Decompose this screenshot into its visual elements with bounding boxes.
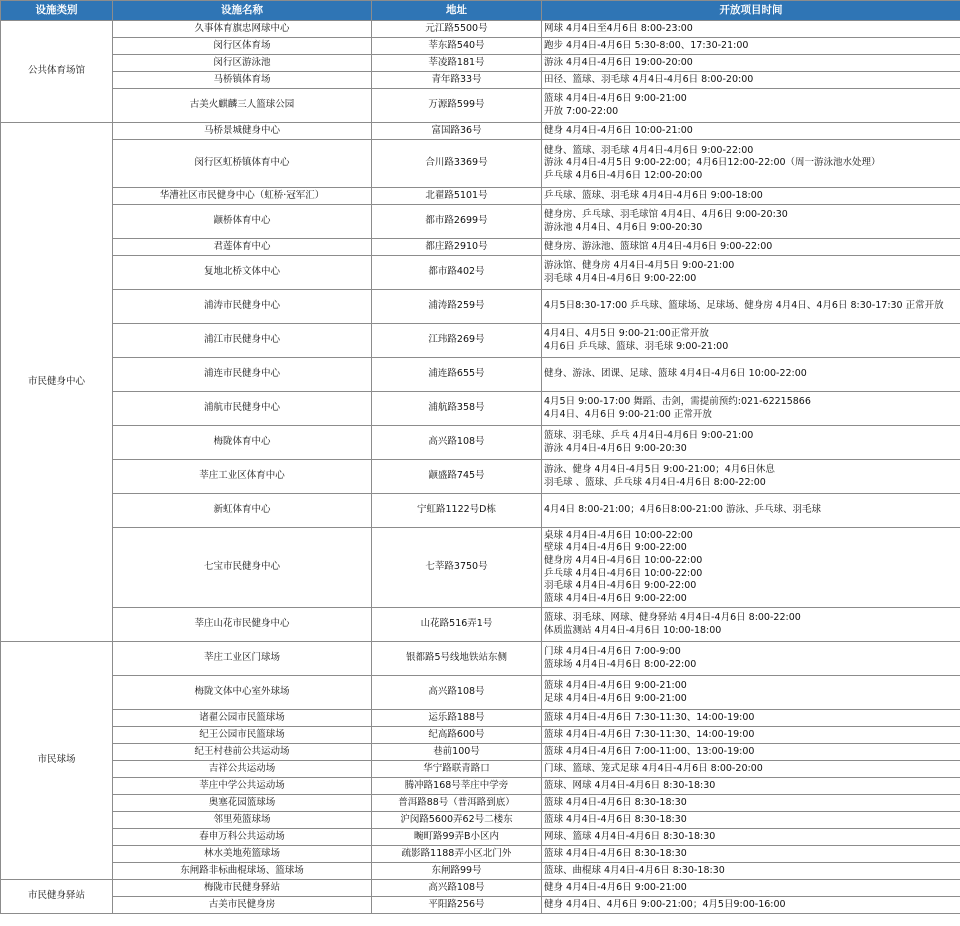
category-cell: 市民健身驿站 (1, 880, 113, 914)
address-cell: 北翟路5101号 (372, 188, 542, 205)
facility-name-cell: 华漕社区市民健身中心（虹桥·冠军汇） (113, 188, 372, 205)
open-hours-cell (542, 528, 960, 608)
facility-name-cell: 吉祥公共运动场 (113, 761, 372, 778)
facility-name-cell: 闵行区体育场 (113, 38, 372, 55)
address-cell: 运乐路188号 (372, 710, 542, 727)
open-hours-line: 羽毛球 4月4日-4月6日 9:00-22:00 (544, 272, 697, 284)
facility-name-cell: 闵行区虹桥镇体育中心 (113, 140, 372, 188)
table-row (1, 761, 960, 778)
open-hours-line: 篮球 4月4日-4月6日 8:30-18:30 (544, 813, 687, 825)
address-cell: 高兴路108号 (372, 426, 542, 460)
open-hours-line: 羽毛球 4月4日-4月6日 9:00-22:00 (544, 580, 697, 592)
open-hours-line: 游泳 4月4日-4月6日 9:00-20:30 (544, 442, 687, 454)
open-hours-line: 乒乓球 4月4日-4月6日 10:00-22:00 (544, 567, 703, 579)
address-cell: 富国路36号 (372, 123, 542, 140)
facility-name-cell: 复地北桥文体中心 (113, 256, 372, 290)
address-cell: 莘东路540号 (372, 38, 542, 55)
facility-name-cell: 诸翟公园市民篮球场 (113, 710, 372, 727)
open-hours-line: 体质监测站 4月4日-4月6日 10:00-18:00 (544, 624, 722, 636)
table-body (1, 21, 960, 914)
open-hours-cell (542, 642, 960, 676)
table-row (1, 239, 960, 256)
address-cell: 银都路5号线地铁站东侧 (372, 642, 542, 676)
table-row (1, 727, 960, 744)
table-row (1, 829, 960, 846)
open-hours-cell (542, 897, 960, 914)
table-row (1, 72, 960, 89)
open-hours-cell (542, 846, 960, 863)
open-hours-line: 篮球 4月4日-4月6日 8:30-18:30 (544, 796, 687, 808)
open-hours-cell (542, 829, 960, 846)
address-cell: 合川路3369号 (372, 140, 542, 188)
table-row (1, 290, 960, 324)
facility-name-cell: 莘庄中学公共运动场 (113, 778, 372, 795)
open-hours-line: 篮球 4月4日-4月6日 9:00-21:00 (544, 92, 687, 104)
table-row (1, 123, 960, 140)
category-cell: 公共体育场馆 (1, 21, 113, 123)
facility-name-cell: 君莲体育中心 (113, 239, 372, 256)
table-row (1, 426, 960, 460)
open-hours-cell (542, 55, 960, 72)
open-hours-cell (542, 778, 960, 795)
header-category: 设施类别 (1, 1, 113, 21)
open-hours-line: 健身、游泳、团课、足球、篮球 4月4日-4月6日 10:00-22:00 (544, 368, 807, 380)
open-hours-cell (542, 38, 960, 55)
open-hours-line: 4月5日8:30-17:00 乒乓球、篮球场、足球场、健身房 4月4日、4月6日 8:30-17:30 正常开放 (544, 300, 944, 312)
open-hours-line: 乒乓球、篮球、羽毛球 4月4日-4月6日 9:00-18:00 (544, 189, 763, 201)
open-hours-line: 门球 4月4日-4月6日 7:00-9:00 (544, 645, 681, 657)
open-hours-line: 桌球 4月4日-4月6日 10:00-22:00 (544, 529, 693, 541)
open-hours-line: 健身、篮球、羽毛球 4月4日-4月6日 9:00-22:00 (544, 144, 754, 156)
address-cell: 浦连路655号 (372, 358, 542, 392)
table-row (1, 744, 960, 761)
table-row (1, 188, 960, 205)
facility-name-cell: 梅陇文体中心室外球场 (113, 676, 372, 710)
table-row (1, 324, 960, 358)
table-header (1, 1, 960, 21)
facility-name-cell: 闵行区游泳池 (113, 55, 372, 72)
open-hours-cell (542, 460, 960, 494)
facility-name-cell: 莘庄工业区门球场 (113, 642, 372, 676)
facility-name-cell: 春申万科公共运动场 (113, 829, 372, 846)
address-cell: 都市路402号 (372, 256, 542, 290)
open-hours-cell (542, 761, 960, 778)
facility-name-cell: 奥塞花园篮球场 (113, 795, 372, 812)
table-row (1, 494, 960, 528)
table-row (1, 55, 960, 72)
facility-name-cell: 浦航市民健身中心 (113, 392, 372, 426)
header-facility-name: 设施名称 (113, 1, 372, 21)
open-hours-line: 篮球、曲棍球 4月4日-4月6日 8:30-18:30 (544, 864, 725, 876)
address-cell: 巷前100号 (372, 744, 542, 761)
open-hours-line: 壁球 4月4日-4月6日 9:00-22:00 (544, 542, 687, 554)
category-cell: 市民球场 (1, 642, 113, 880)
open-hours-cell (542, 123, 960, 140)
address-cell: 疏影路1188弄小区北门外 (372, 846, 542, 863)
table-row (1, 256, 960, 290)
address-cell: 高兴路108号 (372, 880, 542, 897)
facility-name-cell: 马桥镇体育场 (113, 72, 372, 89)
open-hours-line: 游泳、健身 4月4日-4月5日 9:00-21:00；4月6日休息 (544, 463, 775, 475)
open-hours-line: 跑步 4月4日-4月6日 5:30-8:00、17:30-21:00 (544, 39, 749, 51)
table-row (1, 392, 960, 426)
open-hours-cell (542, 494, 960, 528)
address-cell: 元江路5500号 (372, 21, 542, 38)
open-hours-cell (542, 676, 960, 710)
address-cell: 颛盛路745号 (372, 460, 542, 494)
open-hours-cell (542, 72, 960, 89)
table-row (1, 795, 960, 812)
address-cell: 浦涛路259号 (372, 290, 542, 324)
open-hours-line: 游泳池 4月4日、4月6日 9:00-20:30 (544, 221, 703, 233)
open-hours-line: 篮球 4月4日-4月6日 7:30-11:30、14:00-19:00 (544, 711, 755, 723)
address-cell: 莘凌路181号 (372, 55, 542, 72)
address-cell: 青年路33号 (372, 72, 542, 89)
facility-name-cell: 林水美地苑篮球场 (113, 846, 372, 863)
open-hours-line: 羽毛球 、篮球、乒乓球 4月4日-4月6日 8:00-22:00 (544, 476, 766, 488)
address-cell: 华宁路联青路口 (372, 761, 542, 778)
open-hours-line: 网球 4月4日至4月6日 8:00-23:00 (544, 22, 693, 34)
table-row (1, 460, 960, 494)
category-cell: 市民健身中心 (1, 123, 113, 642)
open-hours-cell (542, 608, 960, 642)
table-row (1, 38, 960, 55)
open-hours-line: 游泳 4月4日-4月5日 9:00-22:00；4月6日12:00-22:00（周一游泳池水处理） (544, 157, 881, 169)
open-hours-line: 游泳 4月4日-4月6日 19:00-20:00 (544, 56, 693, 68)
address-cell: 腾冲路168号莘庄中学旁 (372, 778, 542, 795)
table-row (1, 778, 960, 795)
open-hours-line: 健身 4月4日、4月6日 9:00-21:00；4月5日9:00-16:00 (544, 898, 786, 910)
facility-name-cell: 古美市民健身房 (113, 897, 372, 914)
address-cell: 畹町路99弄B小区内 (372, 829, 542, 846)
table-row (1, 846, 960, 863)
open-hours-line: 健身 4月4日-4月6日 10:00-21:00 (544, 124, 693, 136)
address-cell: 高兴路108号 (372, 676, 542, 710)
open-hours-line: 4月6日 乒乓球、篮球、羽毛球 9:00-21:00 (544, 340, 729, 352)
open-hours-cell (542, 426, 960, 460)
address-cell: 沪闵路5600弄62号二楼东 (372, 812, 542, 829)
address-cell: 都庄路2910号 (372, 239, 542, 256)
facility-name-cell: 浦涛市民健身中心 (113, 290, 372, 324)
address-cell: 万源路599号 (372, 89, 542, 123)
table-row (1, 676, 960, 710)
facility-name-cell: 邻里苑篮球场 (113, 812, 372, 829)
facility-name-cell: 浦江市民健身中心 (113, 324, 372, 358)
open-hours-cell (542, 205, 960, 239)
table-row (1, 140, 960, 188)
table-row (1, 642, 960, 676)
open-hours-line: 健身 4月4日-4月6日 9:00-21:00 (544, 881, 687, 893)
open-hours-cell (542, 89, 960, 123)
open-hours-line: 门球、篮球、笼式足球 4月4日-4月6日 8:00-20:00 (544, 762, 763, 774)
facility-name-cell: 纪王公园市民篮球场 (113, 727, 372, 744)
open-hours-line: 4月4日、4月6日 9:00-21:00 正常开放 (544, 408, 712, 420)
open-hours-cell (542, 744, 960, 761)
facility-name-cell: 久事体育旗忠网球中心 (113, 21, 372, 38)
table-row (1, 205, 960, 239)
table-row (1, 21, 960, 38)
open-hours-cell (542, 880, 960, 897)
open-hours-line: 篮球、羽毛球、乒乓 4月4日-4月6日 9:00-21:00 (544, 429, 754, 441)
address-cell: 都市路2699号 (372, 205, 542, 239)
facility-name-cell: 梅陇体育中心 (113, 426, 372, 460)
open-hours-cell (542, 710, 960, 727)
table-row (1, 528, 960, 608)
open-hours-line: 足球 4月4日-4月6日 9:00-21:00 (544, 692, 687, 704)
open-hours-line: 开放 7:00-22:00 (544, 105, 619, 117)
facility-name-cell: 新虹体育中心 (113, 494, 372, 528)
open-hours-cell (542, 239, 960, 256)
open-hours-line: 乒乓球 4月6日-4月6日 12:00-20:00 (544, 169, 703, 181)
open-hours-line: 健身房、游泳池、篮球馆 4月4日-4月6日 9:00-22:00 (544, 240, 773, 252)
facility-name-cell: 纪王村巷前公共运动场 (113, 744, 372, 761)
open-hours-line: 4月4日 8:00-21:00；4月6日8:00-21:00 游泳、乒乓球、羽毛球 (544, 504, 821, 516)
open-hours-cell (542, 21, 960, 38)
open-hours-cell (542, 392, 960, 426)
open-hours-line: 篮球 4月4日-4月6日 9:00-22:00 (544, 592, 687, 604)
table-row (1, 710, 960, 727)
open-hours-line: 4月5日 9:00-17:00 舞蹈、击剑，需提前预约:021-62215866 (544, 395, 811, 407)
address-cell: 东闸路99号 (372, 863, 542, 880)
table-row (1, 89, 960, 123)
open-hours-line: 篮球、网球 4月4日-4月6日 8:30-18:30 (544, 779, 716, 791)
open-hours-cell (542, 795, 960, 812)
header-address: 地址 (372, 1, 542, 21)
facility-name-cell: 梅陇市民健身驿站 (113, 880, 372, 897)
facility-name-cell: 莘庄山花市民健身中心 (113, 608, 372, 642)
table-row (1, 358, 960, 392)
open-hours-line: 健身房 4月4日-4月6日 10:00-22:00 (544, 554, 703, 566)
open-hours-line: 篮球场 4月4日-4月6日 8:00-22:00 (544, 658, 697, 670)
address-cell: 平阳路256号 (372, 897, 542, 914)
facility-name-cell: 七宝市民健身中心 (113, 528, 372, 608)
address-cell: 江玮路269号 (372, 324, 542, 358)
open-hours-cell (542, 812, 960, 829)
table-row (1, 608, 960, 642)
open-hours-line: 4月4日、4月5日 9:00-21:00正常开放 (544, 327, 709, 339)
open-hours-line: 田径、篮球、羽毛球 4月4日-4月6日 8:00-20:00 (544, 73, 754, 85)
facility-name-cell: 浦连市民健身中心 (113, 358, 372, 392)
open-hours-cell (542, 324, 960, 358)
open-hours-line: 游泳馆、健身房 4月4日-4月5日 9:00-21:00 (544, 259, 735, 271)
address-cell: 七莘路3750号 (372, 528, 542, 608)
open-hours-cell (542, 290, 960, 324)
open-hours-line: 篮球 4月4日-4月6日 9:00-21:00 (544, 679, 687, 691)
facility-name-cell: 莘庄工业区体育中心 (113, 460, 372, 494)
facility-name-cell: 马桥景城健身中心 (113, 123, 372, 140)
open-hours-cell (542, 727, 960, 744)
address-cell: 纪高路600号 (372, 727, 542, 744)
table-row (1, 863, 960, 880)
facility-name-cell: 古美火麒麟三人篮球公园 (113, 89, 372, 123)
open-hours-line: 篮球、羽毛球、网球、健身驿站 4月4日-4月6日 8:00-22:00 (544, 611, 801, 623)
header-open-hours: 开放项目时间 (542, 1, 960, 21)
open-hours-line: 网球、篮球 4月4日-4月6日 8:30-18:30 (544, 830, 716, 842)
table-row (1, 880, 960, 897)
open-hours-line: 篮球 4月4日-4月6日 8:30-18:30 (544, 847, 687, 859)
facility-name-cell: 东闸路非标曲棍球场、篮球场 (113, 863, 372, 880)
open-hours-cell (542, 140, 960, 188)
address-cell: 宁虹路1122号D栋 (372, 494, 542, 528)
table-row (1, 812, 960, 829)
address-cell: 浦航路358号 (372, 392, 542, 426)
open-hours-cell (542, 256, 960, 290)
facility-name-cell: 颛桥体育中心 (113, 205, 372, 239)
open-hours-cell (542, 358, 960, 392)
open-hours-line: 篮球 4月4日-4月6日 7:30-11:30、14:00-19:00 (544, 728, 755, 740)
open-hours-line: 健身房、乒乓球、羽毛球馆 4月4日、4月6日 9:00-20:30 (544, 208, 788, 220)
table-row (1, 897, 960, 914)
open-hours-cell (542, 863, 960, 880)
open-hours-line: 篮球 4月4日-4月6日 7:00-11:00、13:00-19:00 (544, 745, 755, 757)
address-cell: 普洱路88号（普洱路到底） (372, 795, 542, 812)
address-cell: 山花路516弄1号 (372, 608, 542, 642)
open-hours-cell (542, 188, 960, 205)
